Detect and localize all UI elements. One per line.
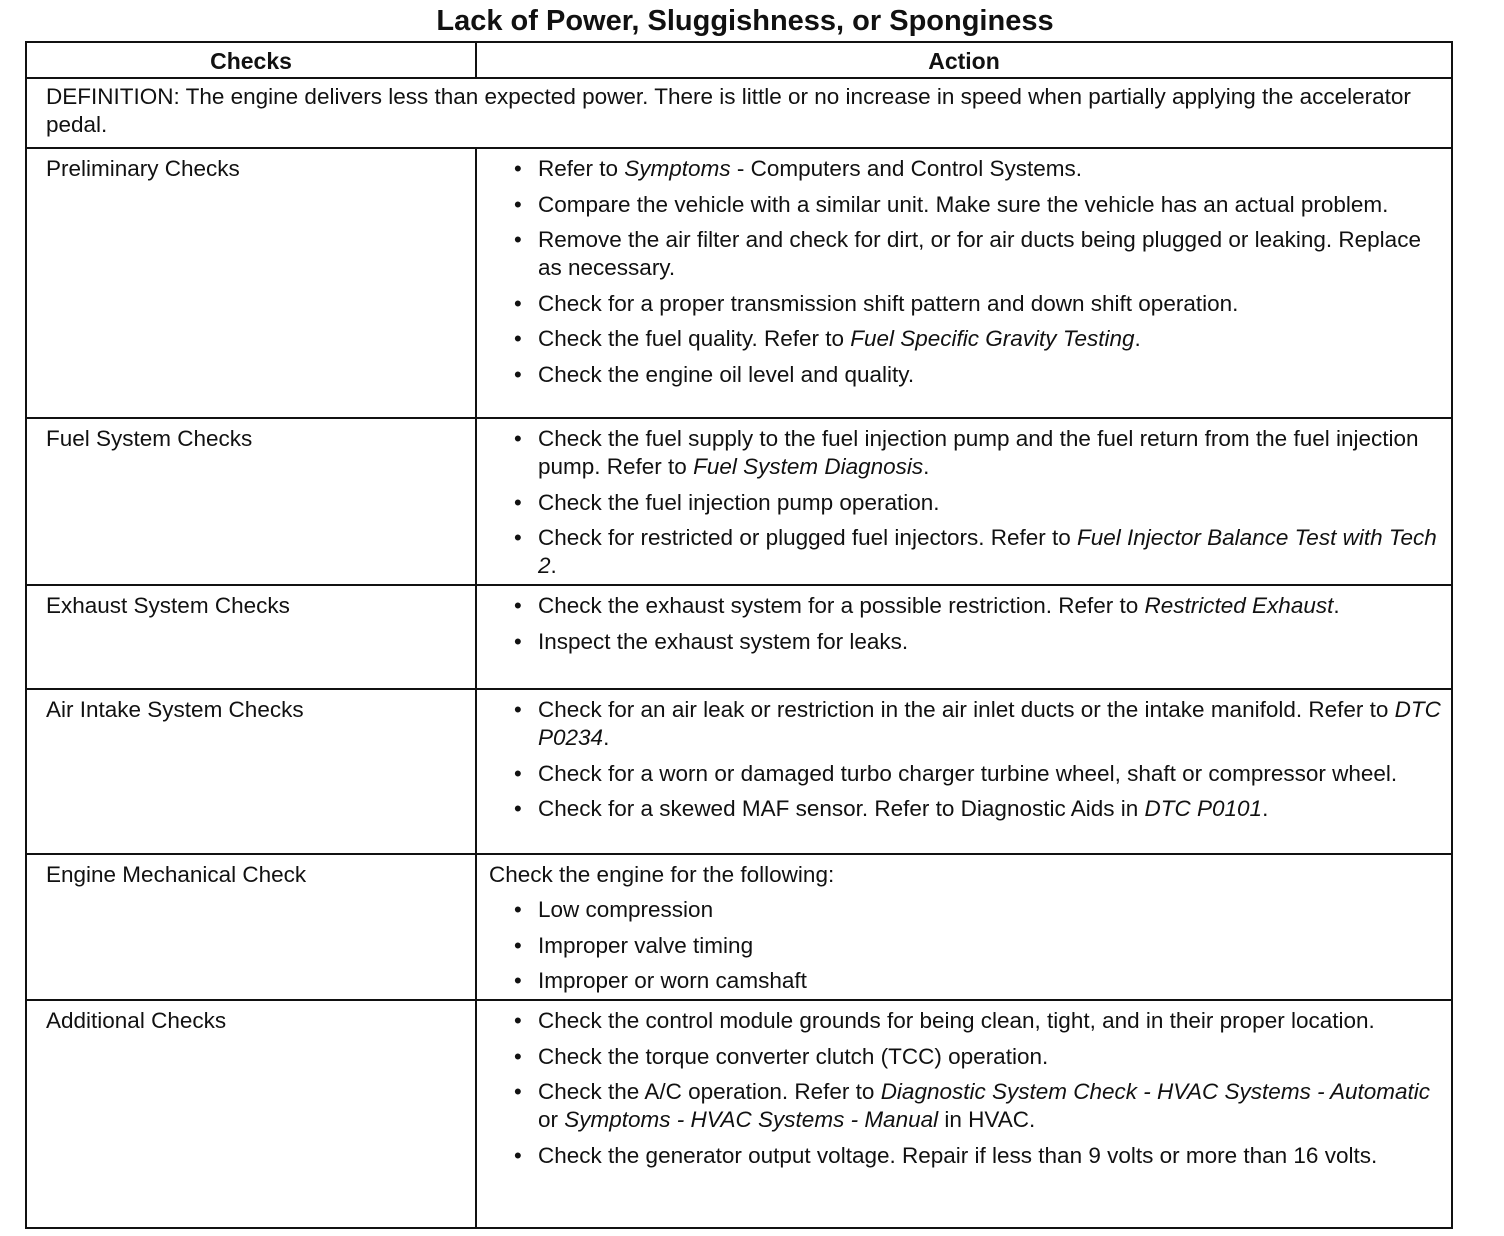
- reference-title: DTC P0234: [538, 697, 1441, 750]
- page-title: Lack of Power, Sluggishness, or Sponginess: [436, 5, 1054, 37]
- action-cell: [476, 854, 1452, 1000]
- action-item: • Refer to Symptoms - Computers and Control Systems.: [538, 155, 1441, 183]
- header-row: [26, 42, 1452, 78]
- action-item: • Check the fuel supply to the fuel injection pump and the fuel return from the fuel injection pump. Refer to Fuel System Diagnosis.: [538, 425, 1441, 481]
- action-item: • Remove the air filter and check for dirt, or for air ducts being plugged or leaking. Replace as necessary.: [538, 226, 1441, 282]
- reference-title: Fuel Injector Balance Test with Tech 2: [538, 525, 1437, 578]
- column-header-action: Action: [476, 42, 1452, 78]
- action-item: • Inspect the exhaust system for leaks.: [538, 628, 1441, 656]
- table-row: [26, 689, 1452, 854]
- table-row: [26, 854, 1452, 1000]
- check-name: Engine Mechanical Check: [26, 854, 476, 1000]
- action-list: [538, 696, 1441, 823]
- action-item: • Low compression: [538, 896, 1441, 924]
- definition-text: DEFINITION: The engine delivers less than expected power. There is little or no increase in speed when partially applying the accelerator pedal.: [26, 78, 1452, 148]
- table-row: [26, 418, 1452, 585]
- action-list: [538, 155, 1441, 389]
- action-lead-text: Check the engine for the following:: [489, 862, 835, 887]
- action-list: [538, 592, 1441, 656]
- reference-title: Symptoms - HVAC Systems - Manual: [564, 1107, 939, 1132]
- action-item: • Check the exhaust system for a possible restriction. Refer to Restricted Exhaust.: [538, 592, 1441, 620]
- reference-title: Restricted Exhaust: [1144, 593, 1334, 618]
- action-list: [538, 1007, 1441, 1170]
- action-item: • Check for restricted or plugged fuel injectors. Refer to Fuel Injector Balance Test with Tech 2.: [538, 524, 1441, 580]
- action-list: [538, 425, 1441, 580]
- reference-title: Diagnostic System Check - HVAC Systems - Automatic: [880, 1079, 1431, 1104]
- action-item: • Check the engine oil level and quality.: [538, 361, 1441, 389]
- action-list: [489, 896, 1441, 995]
- reference-title: Fuel System Diagnosis: [693, 454, 924, 479]
- check-name: Additional Checks: [26, 1000, 476, 1228]
- action-item: • Check the control module grounds for being clean, tight, and in their proper location.: [538, 1007, 1441, 1035]
- action-item: • Check for a worn or damaged turbo charger turbine wheel, shaft or compressor wheel.: [538, 760, 1441, 788]
- action-item: • Check for a proper transmission shift pattern and down shift operation.: [538, 290, 1441, 318]
- action-item: • Check for an air leak or restriction in the air inlet ducts or the intake manifold. Refer to DTC P0234.: [538, 696, 1441, 752]
- action-cell: [476, 1000, 1452, 1228]
- action-item: • Check the A/C operation. Refer to Diagnostic System Check - HVAC Systems - Automatic or Symptoms - HVAC Systems - Manual in HVAC.: [538, 1078, 1441, 1134]
- action-item: • Check for a skewed MAF sensor. Refer to Diagnostic Aids in DTC P0101.: [538, 795, 1441, 823]
- check-name: Preliminary Checks: [26, 148, 476, 418]
- check-name: Air Intake System Checks: [26, 689, 476, 854]
- reference-title: Symptoms: [624, 156, 731, 181]
- action-cell: [476, 689, 1452, 854]
- diagnostic-table: [25, 41, 1453, 1229]
- table-row: [26, 148, 1452, 418]
- action-cell: [476, 148, 1452, 418]
- reference-title: Fuel Specific Gravity Testing: [850, 326, 1135, 351]
- check-name: Fuel System Checks: [26, 418, 476, 585]
- table-row: [26, 1000, 1452, 1228]
- reference-title: DTC P0101: [1144, 796, 1263, 821]
- column-header-checks: Checks: [26, 42, 476, 78]
- action-item: • Compare the vehicle with a similar unit. Make sure the vehicle has an actual problem.: [538, 191, 1441, 219]
- definition-row: [26, 78, 1452, 148]
- action-cell: [476, 418, 1452, 585]
- action-item: • Improper valve timing: [538, 932, 1441, 960]
- action-item: • Improper or worn camshaft: [538, 967, 1441, 995]
- check-name: Exhaust System Checks: [26, 585, 476, 689]
- action-item: • Check the generator output voltage. Repair if less than 9 volts or more than 16 volts.: [538, 1142, 1441, 1170]
- action-item: • Check the torque converter clutch (TCC) operation.: [538, 1043, 1441, 1071]
- action-item: • Check the fuel quality. Refer to Fuel Specific Gravity Testing.: [538, 325, 1441, 353]
- table-row: [26, 585, 1452, 689]
- action-cell: [476, 585, 1452, 689]
- action-item: • Check the fuel injection pump operation.: [538, 489, 1441, 517]
